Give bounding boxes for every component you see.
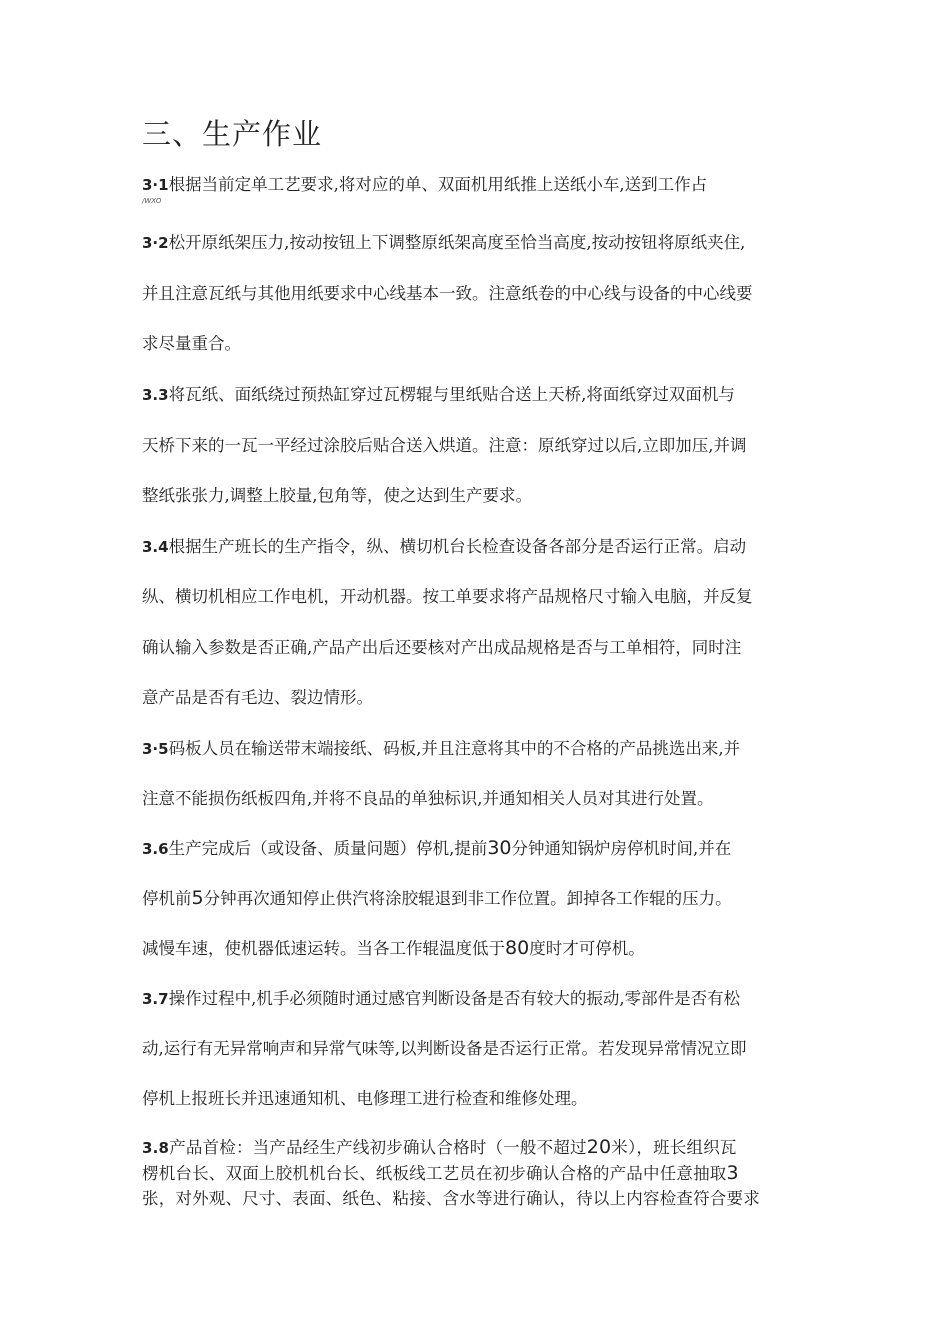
paragraph-3-4-line-4: 意产品是否有毛边、裂边情形。 xyxy=(142,688,373,707)
paragraph-3-6-line-3 xyxy=(142,938,822,959)
paragraph-3-3-line-3: 整纸张张力,调整上胶量,包角等，使之达到生产要求。 xyxy=(142,486,532,505)
paragraph-text: 减慢车速，使机器低速运转。当各工作辊温度低于 xyxy=(142,939,505,958)
number-30: 30 xyxy=(487,837,512,859)
number-80: 80 xyxy=(505,937,530,959)
paragraph-text: 分钟再次通知停止供汽将涂胶辊退到非工作位置。卸掉各工作辊的压力。 xyxy=(203,889,732,908)
paragraph-3-5-line-2: 注意不能损伤纸板四角,并将不良品的单独标识,并通知相关人员对其进行处置。 xyxy=(142,789,714,808)
paragraph-3-8-line-2 xyxy=(142,1163,822,1184)
item-number: 3.8 xyxy=(142,1139,170,1157)
paragraph-text: 松开原纸架压力,按动按钮上下调整原纸架高度至恰当高度,按动按钮将原纸夹住, xyxy=(168,233,746,252)
paragraph-3-2-line-3: 求尽量重合。 xyxy=(142,334,241,353)
paragraph-3-4-line-3: 确认输入参数是否正确,产品产出后还要核对产出成品规格是否与工单相符，同时注 xyxy=(142,638,742,657)
paragraph-3-2-line-2: 并且注意瓦纸与其他用纸要求中心线基本一致。注意纸卷的中心线与设备的中心线要 xyxy=(142,284,753,303)
paragraph-3-5-line-1 xyxy=(142,739,822,759)
section-heading: 三、生产作业 xyxy=(142,117,323,151)
paragraph-text: 停机前 xyxy=(142,889,192,908)
paragraph-text: 分钟通知锅炉房停机时间,并在 xyxy=(511,839,732,858)
paragraph-3-4-line-2: 纵、横切机相应工作电机，开动机器。按工单要求将产品规格尺寸输入电脑，并反复 xyxy=(142,587,753,606)
item-number: 3.3 xyxy=(142,386,169,404)
paragraph-3-2-line-1 xyxy=(142,233,822,253)
paragraph-text: 操作过程中,机手必须随时通过感官判断设备是否有较大的振动,零部件是否有松 xyxy=(168,989,741,1008)
paragraph-3-7-line-1 xyxy=(142,989,822,1009)
item-number: 3·2 xyxy=(142,234,169,252)
paragraph-text: 生产完成后（或设备、质量问题）停机,提前 xyxy=(168,839,488,858)
item-number: 3.4 xyxy=(142,538,169,556)
paragraph-3-8-line-1 xyxy=(142,1137,822,1158)
paragraph-text: 根据当前定单工艺要求,将对应的单、双面机用纸推上送纸小车,送到工作占 xyxy=(168,175,708,194)
paragraph-text: 产品首检：当产品经生产线初步确认合格时（一般不超过 xyxy=(169,1138,587,1157)
paragraph-3-7-line-3: 停机上报班长并迅速通知机、电修理工进行检查和维修处理。 xyxy=(142,1089,588,1108)
paragraph-text: 楞机台长、双面上胶机机台长、纸板线工艺员在初步确认合格的产品中任意抽取 xyxy=(142,1164,727,1183)
paragraph-3-3-line-2: 天桥下来的一瓦一平经过涂胶后贴合送入烘道。注意：原纸穿过以后,立即加压,并调 xyxy=(142,436,747,455)
item-number: 3.6 xyxy=(142,840,169,858)
paragraph-text: 将瓦纸、面纸绕过预热缸穿过瓦楞辊与里纸贴合送上天桥,将面纸穿过双面机与 xyxy=(168,385,735,404)
paragraph-3-4-line-1 xyxy=(142,537,822,557)
paragraph-text: 度时才可停机。 xyxy=(529,939,645,958)
paragraph-text: 根据生产班长的生产指令，纵、横切机台长检查设备各部分是否运行正常。启动 xyxy=(168,537,747,556)
paragraph-text: 码板人员在输送带末端接纸、码板,并且注意将其中的不合格的产品挑选出来,并 xyxy=(168,739,741,758)
paragraph-3-3-line-1 xyxy=(142,385,822,405)
item-number: 3·5 xyxy=(142,740,169,758)
scan-mark: /WXO xyxy=(142,197,162,205)
paragraph-3-6-line-2 xyxy=(142,888,822,909)
paragraph-3-7-line-2: 动,运行有无异常响声和异常气味等,以判断设备是否运行正常。若发现异常情况立即 xyxy=(142,1039,747,1058)
number-20: 20 xyxy=(586,1136,612,1158)
number-3: 3 xyxy=(726,1162,739,1184)
paragraph-3-1-line-1 xyxy=(142,175,822,195)
item-number: 3·1 xyxy=(142,176,169,194)
paragraph-3-6-line-1 xyxy=(142,838,822,859)
item-number: 3.7 xyxy=(142,990,169,1008)
number-5: 5 xyxy=(191,887,204,909)
paragraph-text: 米），班长组织瓦 xyxy=(611,1138,737,1157)
paragraph-3-8-line-3: 张，对外观、尺寸、表面、纸色、粘接、含水等进行确认，待以上内容检查符合要求 xyxy=(142,1189,760,1208)
